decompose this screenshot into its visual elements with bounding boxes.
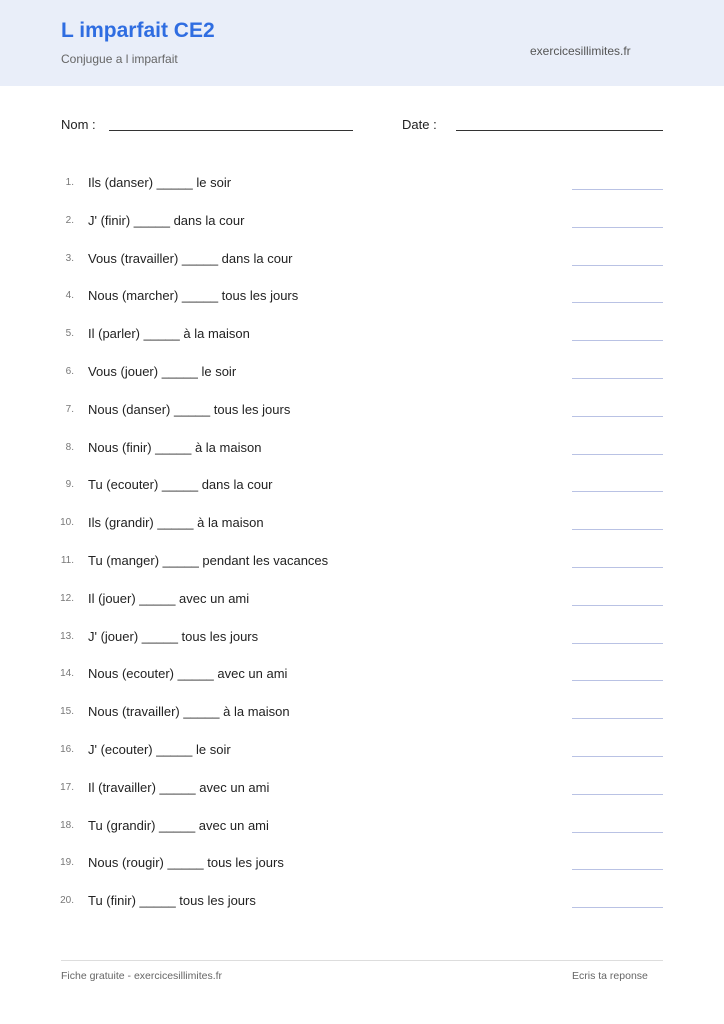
exercise-text: Tu (manger) _____ pendant les vacances: [88, 553, 329, 568]
exercise-number: 7.: [65, 403, 74, 415]
exercise-number: 15.: [60, 706, 74, 718]
answer-line[interactable]: [572, 454, 663, 455]
exercise-row: [0, 174, 724, 194]
exercise-text: Il (travailler) _____ avec un ami: [88, 779, 270, 795]
exercise-row: [0, 476, 724, 496]
exercise-row: [0, 325, 724, 345]
exercise-text: J' (jouer) _____ tous les jours: [88, 628, 259, 644]
exercise-row: [0, 552, 724, 572]
exercise-number: 11.: [60, 555, 74, 566]
answer-line[interactable]: [572, 529, 663, 530]
exercise-text: J' (finir) _____ dans la cour: [88, 212, 245, 228]
answer-line[interactable]: [572, 605, 663, 606]
exercise-text: Il (jouer) _____ avec un ami: [88, 590, 250, 606]
answer-line[interactable]: [572, 265, 663, 266]
header-banner: [0, 0, 724, 86]
answer-line[interactable]: [572, 756, 663, 757]
exercise-text: Vous (travailler) _____ dans la cour: [88, 250, 293, 266]
exercise-row: [0, 212, 724, 232]
exercise-row: [0, 628, 724, 648]
exercise-text: Il (parler) _____ à la maison: [88, 326, 250, 342]
footer-credit: Fiche gratuite - exercicesillimites.fr: [61, 970, 223, 982]
exercise-row: [0, 250, 724, 270]
exercise-row: [0, 590, 724, 610]
answer-line[interactable]: [572, 869, 663, 870]
exercise-row: [0, 741, 724, 761]
exercise-text: Tu (grandir) _____ avec un ami: [88, 817, 269, 833]
answer-line[interactable]: [572, 302, 663, 303]
exercise-text: Tu (finir) _____ tous les jours: [88, 893, 256, 909]
exercise-row: [0, 439, 724, 459]
answer-line[interactable]: [572, 340, 663, 341]
exercise-row: [0, 779, 724, 799]
exercise-number: 8.: [65, 441, 74, 453]
exercise-number: 9.: [65, 479, 74, 491]
answer-line[interactable]: [572, 832, 663, 833]
date-label: Date :: [402, 117, 437, 132]
exercise-row: [0, 401, 724, 421]
exercise-number: 19.: [60, 857, 74, 869]
answer-line[interactable]: [572, 680, 663, 681]
page-title: L imparfait CE2: [61, 19, 215, 42]
exercise-number: 1.: [65, 177, 74, 188]
exercise-number: 17.: [60, 781, 74, 793]
exercise-number: 4.: [65, 290, 74, 302]
site-name: exercicesillimites.fr: [530, 44, 631, 58]
exercise-number: 20.: [60, 895, 74, 907]
exercise-row: [0, 854, 724, 874]
exercise-number: 18.: [60, 819, 74, 831]
exercise-row: [0, 703, 724, 723]
exercise-number: 3.: [65, 252, 74, 264]
exercise-text: Vous (jouer) _____ le soir: [88, 364, 237, 379]
exercise-number: 2.: [65, 214, 74, 226]
date-field[interactable]: [456, 130, 663, 131]
answer-line[interactable]: [572, 491, 663, 492]
name-field[interactable]: [109, 130, 353, 131]
exercise-row: [0, 817, 724, 837]
exercise-text: Ils (danser) _____ le soir: [88, 175, 232, 190]
exercise-number: 13.: [60, 630, 74, 642]
exercise-row: [0, 665, 724, 685]
exercise-number: 6.: [65, 366, 74, 377]
exercise-row: [0, 514, 724, 534]
answer-line[interactable]: [572, 794, 663, 795]
exercise-text: Nous (finir) _____ à la maison: [88, 439, 262, 455]
exercise-row: [0, 892, 724, 912]
answer-line[interactable]: [572, 189, 663, 190]
exercise-text: Nous (ecouter) _____ avec un ami: [88, 666, 288, 682]
exercise-text: Ils (grandir) _____ à la maison: [88, 515, 264, 531]
exercise-text: Tu (ecouter) _____ dans la cour: [88, 477, 273, 493]
answer-line[interactable]: [572, 227, 663, 228]
name-label: Nom :: [61, 117, 96, 132]
exercise-number: 14.: [60, 668, 74, 680]
exercise-row: [0, 363, 724, 383]
exercise-text: Nous (travailler) _____ à la maison: [88, 704, 290, 720]
exercise-text: Nous (rougir) _____ tous les jours: [88, 855, 284, 871]
exercise-text: J' (ecouter) _____ le soir: [88, 742, 231, 757]
answer-line[interactable]: [572, 416, 663, 417]
exercise-number: 16.: [60, 744, 74, 755]
exercise-number: 12.: [60, 592, 74, 604]
answer-line[interactable]: [572, 567, 663, 568]
exercise-text: Nous (marcher) _____ tous les jours: [88, 288, 299, 304]
exercise-text: Nous (danser) _____ tous les jours: [88, 401, 291, 417]
exercise-row: [0, 287, 724, 307]
exercise-number: 10.: [60, 517, 74, 529]
answer-line[interactable]: [572, 718, 663, 719]
answer-line[interactable]: [572, 378, 663, 379]
footer-instruction: Ecris ta reponse: [572, 970, 648, 982]
footer-divider: [61, 960, 663, 961]
answer-line[interactable]: [572, 907, 663, 908]
exercise-number: 5.: [65, 328, 74, 340]
page-subtitle: Conjugue a l imparfait: [61, 52, 178, 66]
answer-line[interactable]: [572, 643, 663, 644]
